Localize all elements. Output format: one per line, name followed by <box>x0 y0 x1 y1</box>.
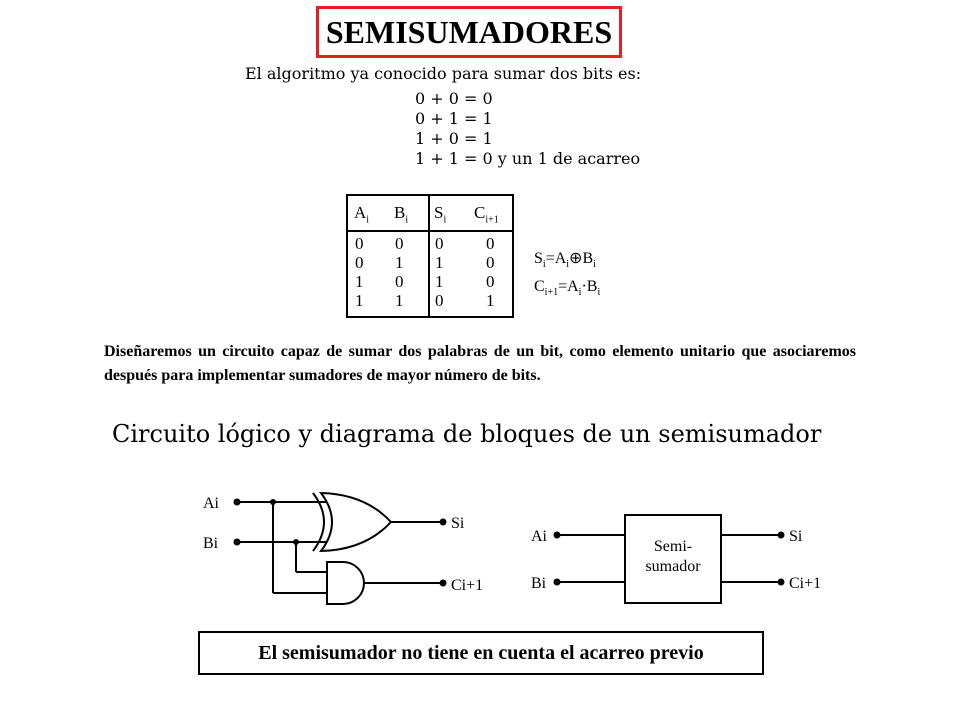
truth-table <box>346 194 514 318</box>
table-cell: 1 <box>355 291 364 310</box>
equation-2: 0 + 1 = 1 <box>415 109 493 128</box>
table-cell: 0 <box>395 272 404 291</box>
table-cell: 1 <box>435 253 444 272</box>
table-cell: 1 <box>395 253 404 272</box>
page-title: SEMISUMADORES <box>325 13 613 50</box>
label-bi: Bi <box>531 575 547 592</box>
equation-4: 1 + 1 = 0 y un 1 de acarreo <box>415 149 641 168</box>
label-si: Si <box>789 528 803 545</box>
label-ai: Ai <box>203 495 219 512</box>
output-node <box>440 580 447 587</box>
carry-formula: $C_{i+1}=A_i\cdot B_i$ <box>534 278 601 299</box>
note-box <box>198 631 764 675</box>
sum-formula: $S_i=A_i\oplus B_i$ <box>534 250 596 271</box>
input-node <box>234 539 241 546</box>
equation-3: 1 + 0 = 1 <box>415 129 493 148</box>
output-node <box>440 519 447 526</box>
table-cell: 1 <box>435 272 444 291</box>
header-s: $S_i$ <box>434 203 447 226</box>
block-label-2: sumador <box>645 558 701 575</box>
table-cell: 0 <box>486 234 495 253</box>
input-node <box>554 532 561 539</box>
table-cell: 0 <box>486 272 495 291</box>
description: Diseñaremos un circuito capaz de sumar dos palabras de un bit, como elemento unitario que asociaremos después para implementar sumadores de mayor número de bits. <box>104 343 856 384</box>
table-cell: 0 <box>395 234 404 253</box>
and-gate <box>327 562 364 604</box>
table-cell: 0 <box>435 291 444 310</box>
label-ci: Ci+1 <box>451 577 484 594</box>
header-a: $A_i$ <box>354 203 370 226</box>
title-box <box>316 6 622 58</box>
table-cell: 0 <box>435 234 444 253</box>
input-node <box>234 499 241 506</box>
table-cell: 1 <box>355 272 364 291</box>
table-cell: 0 <box>355 234 364 253</box>
intro-text: El algoritmo ya conocido para sumar dos bits es: <box>245 64 642 83</box>
input-node <box>554 579 561 586</box>
diagram-subtitle: Circuito lógico y diagrama de bloques de un semisumador <box>112 420 822 448</box>
formulas <box>534 248 600 304</box>
junction-node <box>293 539 299 545</box>
output-node <box>778 532 785 539</box>
xor-gate <box>321 493 391 551</box>
label-bi: Bi <box>203 535 219 552</box>
junction-node <box>270 499 276 505</box>
logic-circuit <box>195 480 505 605</box>
equation-1: 0 + 0 = 0 <box>415 89 493 108</box>
header-b: $B_i$ <box>394 203 409 226</box>
label-ci: Ci+1 <box>789 575 822 592</box>
note-text: El semisumador no tiene en cuenta el acarreo previo <box>258 641 704 664</box>
table-cell: 1 <box>486 291 495 310</box>
block-diagram <box>525 505 835 605</box>
table-cell: 0 <box>486 253 495 272</box>
label-si: Si <box>451 515 465 532</box>
table-cell: 0 <box>355 253 364 272</box>
table-divider-vertical <box>428 196 430 316</box>
table-cell: 1 <box>395 291 404 310</box>
label-ai: Ai <box>531 528 547 545</box>
block-label-1: Semi- <box>653 538 693 555</box>
header-c: $C_{i+1}$ <box>474 203 499 226</box>
output-node <box>778 579 785 586</box>
